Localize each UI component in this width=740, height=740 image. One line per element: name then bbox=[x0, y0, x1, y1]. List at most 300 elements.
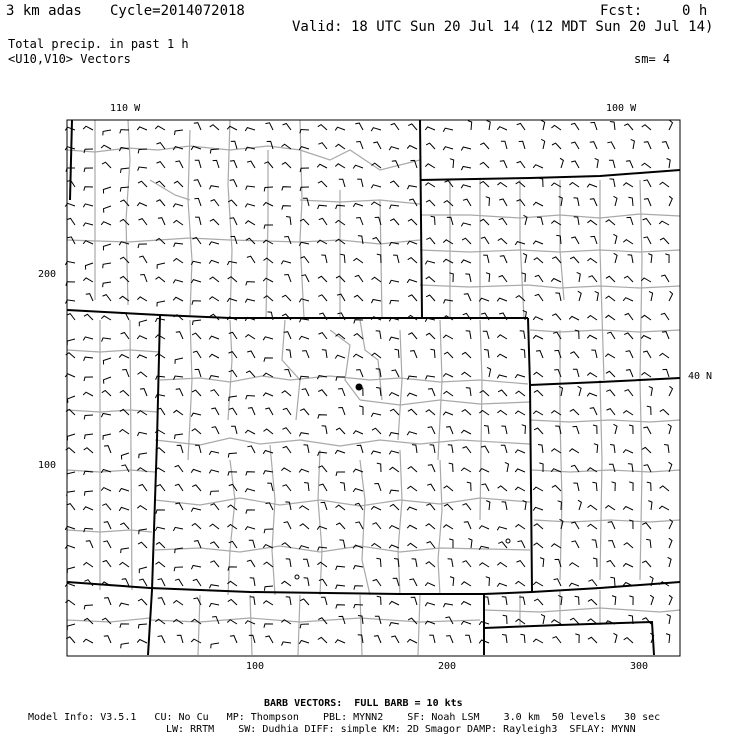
wind-barb bbox=[517, 561, 526, 567]
wind-barb bbox=[628, 255, 633, 263]
wind-barb bbox=[213, 160, 219, 168]
wind-barb bbox=[195, 369, 201, 377]
wind-barb bbox=[264, 296, 273, 301]
wind-barb bbox=[191, 566, 201, 570]
wind-barb bbox=[192, 485, 201, 491]
wind-barb bbox=[209, 260, 219, 263]
wind-barb bbox=[137, 297, 147, 301]
wind-barb bbox=[139, 320, 147, 326]
wind-barb bbox=[66, 637, 75, 643]
wind-barb bbox=[443, 128, 453, 132]
wind-barb bbox=[462, 561, 471, 567]
wind-barb bbox=[300, 409, 309, 415]
wind-barb bbox=[587, 373, 597, 377]
wind-barb bbox=[623, 411, 633, 415]
wind-barb bbox=[138, 542, 147, 548]
wind-barb bbox=[359, 406, 363, 415]
wind-barb bbox=[392, 370, 400, 377]
wind-barb bbox=[569, 449, 579, 453]
wind-barb bbox=[587, 316, 597, 321]
wind-barb bbox=[444, 504, 453, 510]
station-marker-east bbox=[506, 539, 510, 543]
wind-barb bbox=[551, 449, 561, 453]
wind-barb bbox=[643, 219, 651, 226]
wind-barb bbox=[245, 221, 255, 225]
wind-barb bbox=[393, 578, 399, 586]
wind-barb bbox=[487, 367, 491, 377]
wind-barb bbox=[245, 299, 255, 303]
wind-barb bbox=[389, 242, 399, 246]
wind-barb bbox=[431, 216, 435, 225]
wind-barb bbox=[389, 280, 399, 284]
wind-barb bbox=[121, 333, 129, 340]
wind-barb bbox=[498, 486, 507, 491]
wind-barb bbox=[395, 349, 400, 358]
wind-barb bbox=[537, 217, 543, 225]
wind-barb bbox=[209, 585, 219, 589]
wind-barb bbox=[264, 624, 273, 628]
wind-barb bbox=[139, 485, 147, 492]
wind-barb bbox=[430, 349, 435, 358]
wind-barb bbox=[175, 503, 183, 510]
wind-barb bbox=[138, 167, 147, 171]
wind-barb bbox=[428, 427, 435, 434]
wind-barb bbox=[659, 221, 669, 225]
wind-barb bbox=[569, 583, 579, 586]
wind-barb bbox=[646, 539, 651, 548]
valid-time: Valid: 18 UTC Sun 20 Jul 14 (12 MDT Sun 20 Jul 14) bbox=[292, 19, 714, 35]
wind-barb bbox=[571, 142, 579, 149]
wind-barb bbox=[119, 430, 129, 435]
wind-barb bbox=[501, 445, 507, 453]
wind-barb bbox=[263, 393, 273, 396]
wind-barb bbox=[335, 164, 345, 168]
wind-barb bbox=[245, 204, 255, 207]
wind-barb bbox=[480, 162, 489, 168]
wind-barb bbox=[605, 315, 615, 320]
wind-barb bbox=[120, 219, 129, 225]
wind-barb bbox=[285, 502, 291, 510]
wind-barb bbox=[389, 526, 399, 529]
top-tick-110w: 110 W bbox=[110, 103, 141, 114]
wind-barb bbox=[175, 358, 183, 364]
wind-barb bbox=[626, 351, 633, 358]
wind-barb bbox=[592, 482, 597, 491]
station-marker-south bbox=[295, 575, 299, 579]
wind-barb bbox=[606, 390, 615, 396]
wind-barb bbox=[411, 597, 417, 605]
wind-barb bbox=[302, 351, 309, 358]
wind-barb bbox=[339, 616, 345, 624]
wind-barb bbox=[443, 147, 453, 150]
wind-barb bbox=[501, 426, 507, 434]
wind-barb bbox=[555, 293, 561, 301]
wind-barb bbox=[158, 579, 165, 586]
wind-barb bbox=[667, 159, 671, 169]
wind-barb bbox=[84, 471, 93, 475]
wind-barb bbox=[282, 162, 291, 168]
wind-barb bbox=[389, 393, 399, 396]
wind-barb bbox=[372, 428, 381, 434]
wind-barb bbox=[614, 253, 617, 263]
wind-barb bbox=[614, 633, 618, 643]
wind-barb bbox=[641, 336, 651, 340]
wind-barb bbox=[211, 408, 219, 415]
wind-barb bbox=[668, 557, 672, 567]
wind-barb bbox=[321, 597, 327, 605]
wind-barb bbox=[67, 567, 75, 573]
wind-barb bbox=[120, 523, 129, 529]
wind-barb bbox=[541, 120, 545, 130]
wind-barb bbox=[356, 142, 363, 150]
wind-barb bbox=[355, 503, 363, 510]
wind-barb bbox=[624, 390, 633, 396]
wind-barb bbox=[318, 415, 327, 419]
wind-barb bbox=[191, 280, 201, 283]
wind-barb bbox=[84, 377, 93, 381]
wind-barb bbox=[408, 467, 417, 472]
wind-barb bbox=[137, 640, 147, 644]
wind-barb bbox=[393, 255, 399, 263]
wind-barb bbox=[355, 522, 363, 529]
bottom-tick-100: 100 bbox=[246, 661, 265, 672]
wind-barb bbox=[318, 390, 327, 396]
wind-barb bbox=[573, 369, 579, 377]
wind-barb bbox=[669, 386, 673, 396]
wind-barb bbox=[626, 161, 633, 168]
wind-barb bbox=[517, 200, 526, 206]
wind-barb bbox=[322, 350, 327, 358]
wind-barb bbox=[614, 424, 618, 434]
wind-barb bbox=[606, 220, 615, 225]
wind-barb bbox=[211, 200, 220, 206]
wind-barb bbox=[321, 255, 327, 263]
wind-barb bbox=[522, 425, 526, 434]
wind-barb bbox=[479, 526, 489, 529]
wind-barb bbox=[102, 504, 111, 510]
wind-barb bbox=[607, 332, 615, 339]
wind-barb bbox=[103, 541, 111, 548]
wind-barb bbox=[505, 462, 509, 472]
wind-barb bbox=[300, 319, 310, 323]
field-precip-label: Total precip. in past 1 h bbox=[8, 37, 189, 51]
wind-barb bbox=[354, 295, 363, 301]
wind-barb bbox=[303, 198, 309, 206]
wind-barb bbox=[248, 408, 255, 415]
wind-barb bbox=[155, 354, 165, 358]
wind-barb bbox=[571, 522, 579, 529]
wind-barb bbox=[282, 187, 291, 191]
wind-barb bbox=[428, 389, 435, 396]
wind-barb bbox=[282, 295, 291, 301]
wind-barb bbox=[389, 433, 399, 437]
wind-barb bbox=[426, 295, 435, 301]
wind-barb bbox=[660, 182, 670, 187]
wind-barb bbox=[336, 605, 345, 609]
wind-barb bbox=[209, 297, 219, 301]
wind-barb bbox=[644, 142, 651, 149]
wind-barb bbox=[624, 543, 633, 548]
cycle-label: Cycle=2014072018 bbox=[110, 3, 245, 19]
wind-barb bbox=[462, 352, 471, 358]
wind-barb bbox=[83, 507, 93, 510]
wind-barb bbox=[610, 179, 616, 187]
wind-barb bbox=[192, 333, 201, 339]
wind-barb bbox=[571, 541, 579, 548]
wind-barb bbox=[353, 489, 363, 492]
wind-barb bbox=[463, 313, 471, 320]
wind-barb bbox=[137, 432, 147, 436]
wind-barb bbox=[444, 201, 453, 206]
wind-barb bbox=[264, 562, 274, 567]
wind-barb bbox=[210, 149, 219, 154]
wind-barb bbox=[501, 141, 507, 149]
wind-barb bbox=[533, 582, 543, 586]
wind-barb bbox=[139, 567, 147, 573]
wind-barb bbox=[336, 505, 346, 510]
wind-barb bbox=[356, 370, 363, 377]
wind-barb bbox=[534, 390, 543, 396]
wind-barb bbox=[210, 524, 220, 529]
wind-barb bbox=[558, 501, 562, 510]
wind-barb bbox=[533, 202, 543, 206]
wind-barb bbox=[520, 331, 525, 339]
wind-barb bbox=[426, 504, 435, 510]
wind-barb bbox=[660, 238, 669, 244]
wind-barb bbox=[286, 217, 291, 226]
wind-barb bbox=[539, 178, 543, 187]
wind-barb bbox=[570, 257, 579, 263]
wind-barb bbox=[119, 507, 129, 510]
wind-barb bbox=[571, 123, 579, 130]
wind-barb bbox=[104, 377, 112, 384]
wind-barb bbox=[122, 370, 129, 378]
wind-barb bbox=[192, 524, 201, 530]
wind-barb bbox=[317, 164, 327, 168]
wind-barb bbox=[498, 542, 507, 548]
wind-barb bbox=[263, 337, 273, 340]
wind-barb bbox=[83, 392, 93, 396]
wind-barb bbox=[515, 375, 525, 378]
wind-barb bbox=[408, 333, 417, 339]
wind-barb bbox=[209, 354, 219, 358]
wind-barb bbox=[573, 426, 580, 434]
wind-barb bbox=[408, 258, 417, 263]
wind-barb bbox=[119, 489, 129, 492]
wind-barb bbox=[103, 130, 111, 135]
wind-barb bbox=[157, 263, 165, 269]
wind-barb bbox=[499, 276, 507, 283]
wind-barb bbox=[498, 239, 507, 245]
wind-barb bbox=[446, 427, 453, 434]
wind-barb bbox=[642, 561, 651, 567]
wind-barb bbox=[83, 204, 93, 207]
model-info-line2: LW: RRTM SW: Dudhia DIFF: simple KM: 2D Smagor DAMP: Rayleigh3 SFLAY: MYNN bbox=[166, 724, 636, 735]
wind-barb bbox=[515, 469, 525, 472]
wind-barb bbox=[461, 260, 471, 263]
wind-barb bbox=[263, 278, 273, 282]
wind-barb bbox=[536, 351, 543, 358]
wind-barb bbox=[84, 168, 93, 172]
wind-barb bbox=[137, 506, 147, 510]
wind-barb bbox=[500, 256, 507, 263]
wind-barb bbox=[103, 187, 111, 194]
wind-barb bbox=[104, 598, 111, 605]
wind-barb bbox=[67, 491, 75, 496]
wind-barb bbox=[193, 579, 201, 586]
wind-barb bbox=[407, 241, 417, 244]
wind-barb bbox=[647, 482, 651, 491]
wind-barb bbox=[574, 198, 580, 206]
wind-barb bbox=[479, 563, 489, 567]
wind-barb bbox=[158, 636, 165, 643]
wind-barb bbox=[120, 391, 129, 397]
wind-barb bbox=[426, 238, 435, 244]
wind-barb bbox=[484, 426, 489, 435]
wind-barb bbox=[137, 127, 147, 130]
wind-barb bbox=[450, 577, 454, 586]
wind-barb bbox=[578, 291, 581, 301]
wind-barb bbox=[407, 146, 417, 150]
wind-barb bbox=[560, 158, 563, 168]
wind-barb bbox=[486, 577, 490, 586]
wind-barb bbox=[644, 465, 651, 472]
wind-barb bbox=[552, 637, 561, 643]
wind-barb bbox=[587, 220, 597, 225]
fcst-label: Fcst: bbox=[600, 3, 643, 19]
wind-barb bbox=[534, 524, 543, 529]
wind-barb bbox=[209, 603, 219, 607]
wind-barb bbox=[335, 355, 345, 358]
wind-barb bbox=[389, 337, 399, 341]
wind-barb bbox=[461, 621, 471, 624]
wind-barb bbox=[336, 523, 345, 529]
wind-barb bbox=[571, 161, 579, 168]
wind-barb bbox=[390, 219, 399, 225]
wind-barb bbox=[173, 527, 183, 531]
wind-barb bbox=[533, 507, 543, 510]
wind-barb bbox=[389, 451, 399, 455]
wind-barb bbox=[498, 390, 507, 396]
wind-barb bbox=[284, 370, 291, 378]
wind-barb bbox=[571, 237, 579, 244]
wind-barb bbox=[210, 125, 219, 130]
wind-barb bbox=[644, 199, 651, 206]
wind-barb bbox=[318, 205, 327, 209]
wind-barb bbox=[407, 432, 417, 435]
wind-barb bbox=[643, 351, 651, 358]
wind-barb bbox=[669, 196, 672, 206]
wind-barb bbox=[607, 561, 615, 568]
wind-barb bbox=[119, 562, 129, 567]
wind-barb bbox=[642, 447, 651, 453]
wind-barb bbox=[574, 217, 579, 225]
wind-barb bbox=[228, 453, 237, 458]
wind-barb bbox=[606, 276, 615, 282]
wind-barb bbox=[662, 332, 669, 339]
bottom-tick-200: 200 bbox=[438, 661, 457, 672]
wind-barb bbox=[664, 445, 669, 454]
wind-barb bbox=[500, 161, 507, 168]
wind-barb bbox=[304, 578, 309, 586]
wind-barb bbox=[245, 128, 255, 131]
wind-barb bbox=[391, 124, 399, 131]
wind-barb bbox=[461, 468, 471, 472]
wind-barb bbox=[318, 276, 327, 282]
wind-barb bbox=[430, 445, 435, 453]
left-tick-200: 200 bbox=[38, 269, 57, 280]
wind-barb bbox=[286, 350, 291, 358]
wind-barb bbox=[481, 446, 489, 453]
wind-barb bbox=[84, 187, 93, 191]
wind-barb bbox=[407, 393, 417, 396]
wind-barb bbox=[497, 410, 507, 415]
wind-barb bbox=[264, 162, 273, 168]
wind-barb bbox=[354, 586, 363, 590]
wind-barb bbox=[281, 468, 291, 472]
wind-barb bbox=[300, 624, 309, 628]
wind-barb bbox=[121, 548, 129, 553]
wind-barb bbox=[669, 595, 672, 605]
wind-barb bbox=[353, 204, 363, 207]
wind-barb bbox=[461, 167, 471, 171]
wind-barb bbox=[625, 314, 633, 321]
wind-barb bbox=[249, 540, 255, 548]
wind-barb bbox=[461, 602, 471, 606]
wind-barb bbox=[353, 354, 363, 358]
wind-barb bbox=[209, 451, 219, 455]
wind-barb bbox=[623, 240, 633, 244]
wind-barb bbox=[665, 254, 669, 263]
wind-barb bbox=[570, 618, 579, 624]
wind-barb bbox=[247, 351, 255, 358]
wind-barb bbox=[377, 463, 381, 472]
wind-barb bbox=[408, 295, 417, 301]
wind-barb bbox=[626, 370, 633, 377]
wind-barb bbox=[376, 558, 381, 567]
wind-barb bbox=[300, 524, 309, 529]
wind-barb bbox=[156, 200, 165, 206]
wind-barb bbox=[122, 579, 129, 586]
wind-barb bbox=[120, 624, 129, 628]
wind-barb bbox=[340, 483, 345, 492]
wind-barb bbox=[534, 258, 543, 263]
wind-barb bbox=[487, 121, 491, 131]
wind-barb bbox=[227, 299, 237, 302]
wind-barb bbox=[156, 562, 166, 567]
wind-barb bbox=[283, 124, 291, 131]
wind-barb bbox=[577, 272, 581, 282]
wind-barb bbox=[480, 143, 489, 149]
wind-barb bbox=[497, 354, 507, 358]
wind-barb bbox=[623, 298, 633, 301]
wind-barb bbox=[663, 369, 670, 377]
wind-barb bbox=[137, 203, 147, 206]
wind-barb bbox=[245, 527, 255, 530]
wind-barb bbox=[607, 142, 615, 149]
wind-barb bbox=[629, 482, 633, 491]
wind-barb bbox=[375, 616, 381, 624]
wind-barb bbox=[357, 179, 363, 187]
wind-barb bbox=[624, 124, 633, 130]
wind-barb bbox=[516, 296, 525, 301]
wind-barb bbox=[540, 558, 544, 567]
wind-barb bbox=[282, 642, 292, 646]
wind-barb bbox=[139, 219, 148, 225]
wind-barb bbox=[445, 181, 454, 187]
wind-barb bbox=[551, 125, 561, 130]
wind-barb bbox=[175, 579, 183, 586]
